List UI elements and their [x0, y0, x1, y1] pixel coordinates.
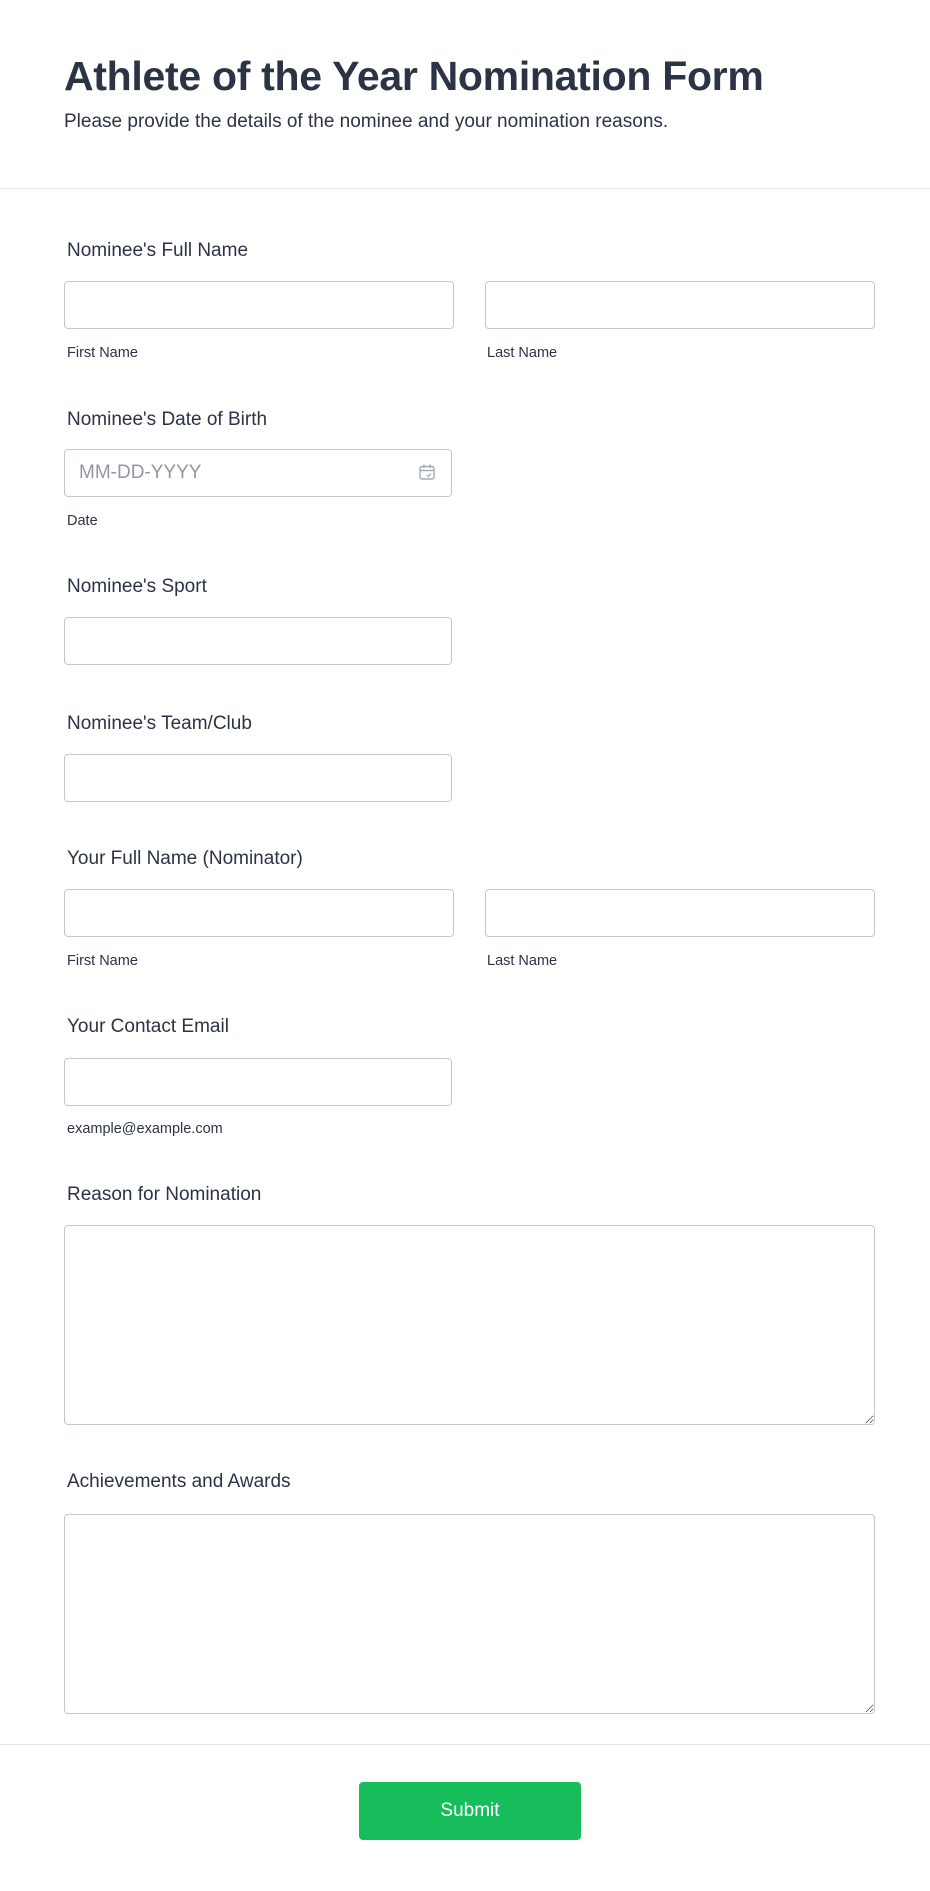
nominator-name-label: Your Full Name (Nominator) — [67, 848, 303, 869]
team-label: Nominee's Team/Club — [67, 713, 252, 734]
nominee-last-name-sublabel: Last Name — [487, 345, 558, 361]
footer-divider — [0, 1744, 930, 1745]
nominee-first-name-sublabel: First Name — [67, 345, 138, 361]
nominee-last-name-input[interactable] — [485, 281, 875, 329]
sport-label: Nominee's Sport — [67, 576, 207, 597]
dob-input[interactable] — [64, 449, 452, 497]
calendar-icon[interactable] — [418, 463, 436, 481]
submit-button[interactable]: Submit — [359, 1782, 581, 1840]
dob-sublabel: Date — [67, 513, 98, 529]
page-title: Athlete of the Year Nomination Form — [64, 53, 764, 99]
nominator-first-name-sublabel: First Name — [67, 953, 138, 969]
nominee-first-name-input[interactable] — [64, 281, 454, 329]
page-subtitle: Please provide the details of the nominee and your nomination reasons. — [64, 111, 669, 132]
achievements-textarea[interactable] — [64, 1514, 875, 1714]
dob-label: Nominee's Date of Birth — [67, 409, 268, 430]
nominator-last-name-sublabel: Last Name — [487, 953, 558, 969]
reason-textarea[interactable] — [64, 1225, 875, 1425]
nominator-last-name-input[interactable] — [485, 889, 875, 937]
email-label: Your Contact Email — [67, 1016, 229, 1037]
email-sublabel: example@example.com — [67, 1121, 223, 1137]
reason-label: Reason for Nomination — [67, 1184, 262, 1205]
sport-input[interactable] — [64, 617, 452, 665]
team-input[interactable] — [64, 754, 452, 802]
email-input[interactable] — [64, 1058, 452, 1106]
nominator-first-name-input[interactable] — [64, 889, 454, 937]
achievements-label: Achievements and Awards — [67, 1471, 291, 1492]
header-divider — [0, 188, 930, 189]
nominee-name-label: Nominee's Full Name — [67, 240, 249, 261]
